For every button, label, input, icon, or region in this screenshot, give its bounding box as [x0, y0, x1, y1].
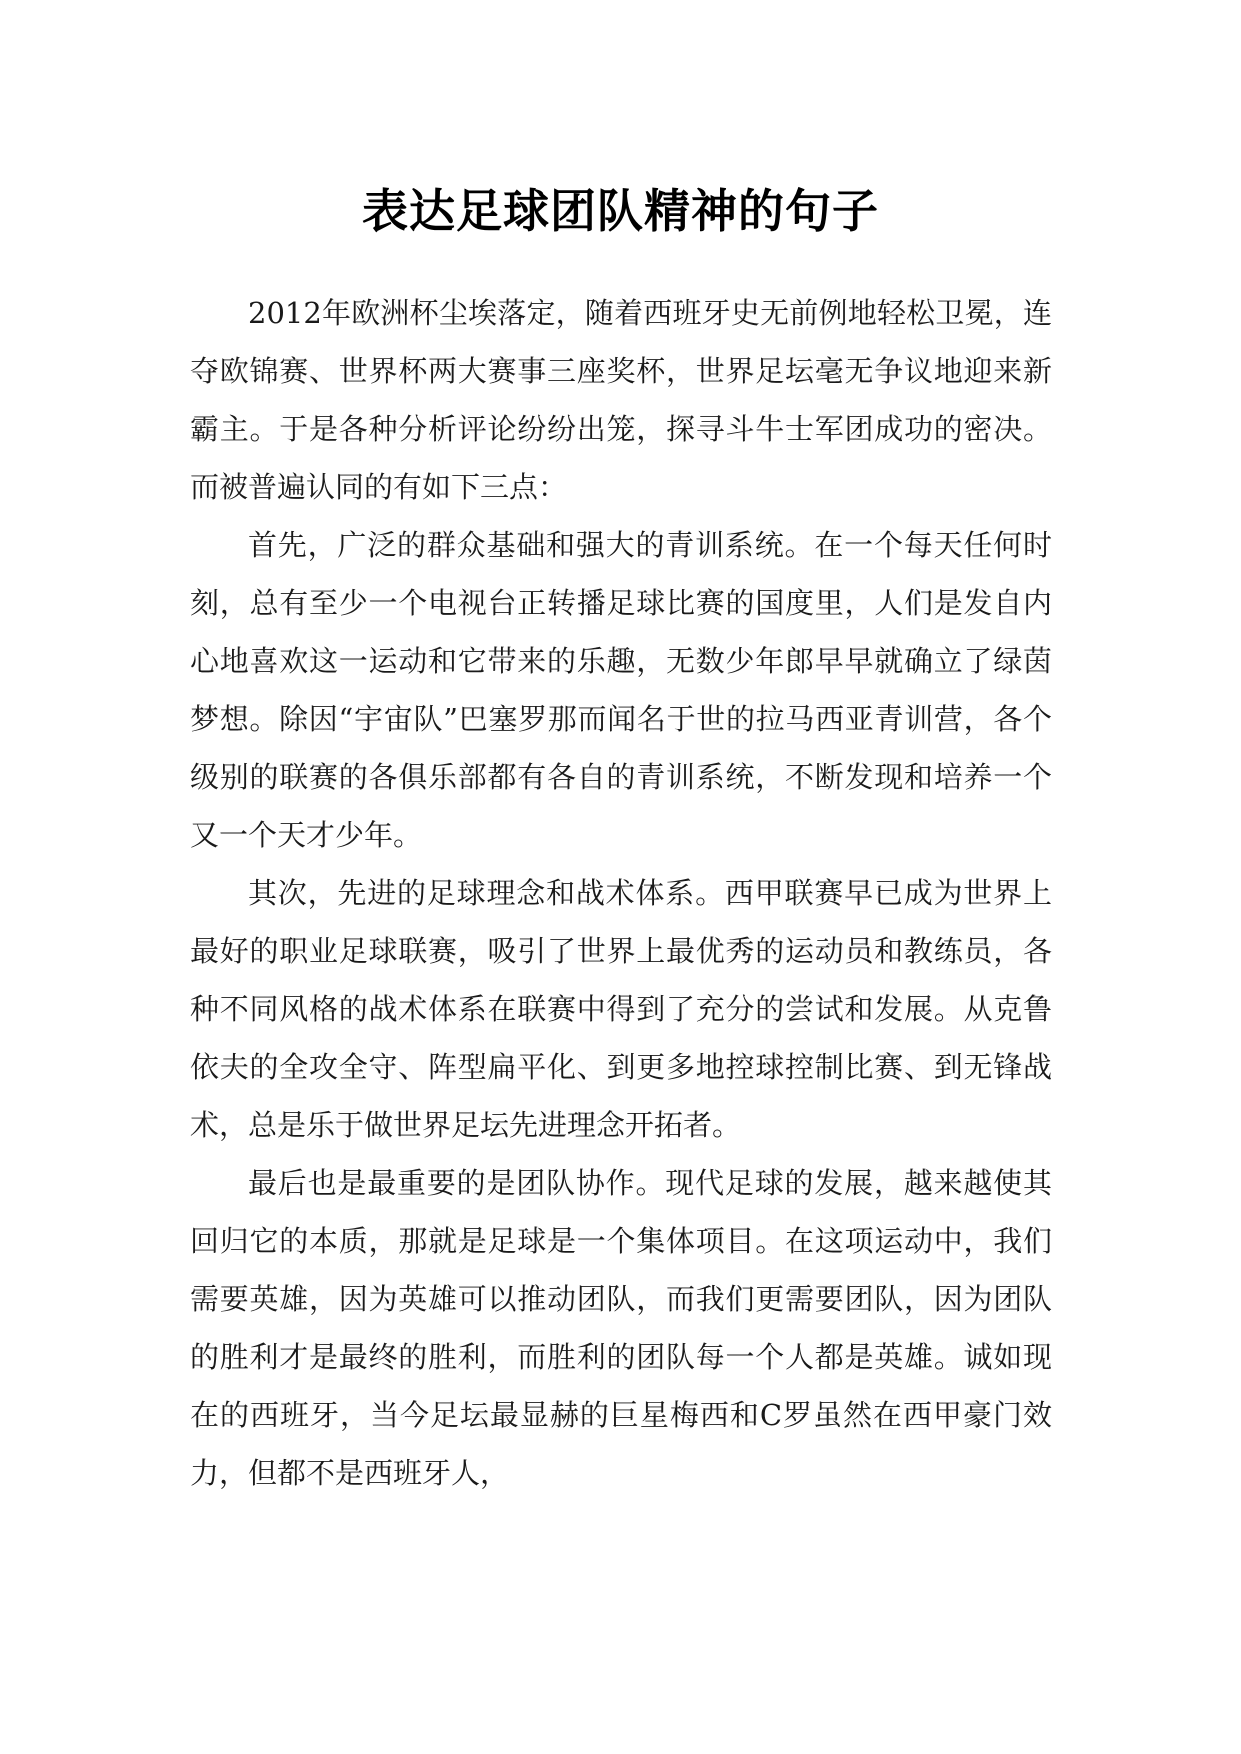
document-body [190, 284, 1052, 1502]
paragraph-1: 2012年欧洲杯尘埃落定，随着西班牙史无前例地轻松卫冕，连夺欧锦赛、世界杯两大赛事三座奖杯，世界足坛毫无争议地迎来新霸主。于是各种分析评论纷纷出笼，探寻斗牛士军团成功的密决。而被普遍认同的有如下三点： [190, 296, 1052, 504]
document-title: 表达足球团队精神的句子 [362, 183, 879, 238]
paragraph-2: 首先，广泛的群众基础和强大的青训系统。在一个每天任何时刻，总有至少一个电视台正转播足球比赛的国度里，人们是发自内心地喜欢这一运动和它带来的乐趣，无数少年郎早早就确立了绿茵梦想。除因“宇宙队”巴塞罗那而闻名于世的拉马西亚青训营，各个级别的联赛的各俱乐部都有各自的青训系统，不断发现和培养一个又一个天才少年。 [190, 528, 1052, 852]
paragraph-4: 最后也是最重要的是团队协作。现代足球的发展，越来越使其回归它的本质，那就是足球是一个集体项目。在这项运动中，我们需要英雄，因为英雄可以推动团队，而我们更需要团队，因为团队的胜利才是最终的胜利，而胜利的团队每一个人都是英雄。诚如现在的西班牙，当今足坛最显赫的巨星梅西和C罗虽然在西甲豪门效力，但都不是西班牙人， [190, 1166, 1052, 1490]
paragraph-3: 其次，先进的足球理念和战术体系。西甲联赛早已成为世界上最好的职业足球联赛，吸引了世界上最优秀的运动员和教练员，各种不同风格的战术体系在联赛中得到了充分的尝试和发展。从克鲁依夫的全攻全守、阵型扁平化、到更多地控球控制比赛、到无锋战术，总是乐于做世界足坛先进理念开拓者。 [190, 876, 1052, 1142]
